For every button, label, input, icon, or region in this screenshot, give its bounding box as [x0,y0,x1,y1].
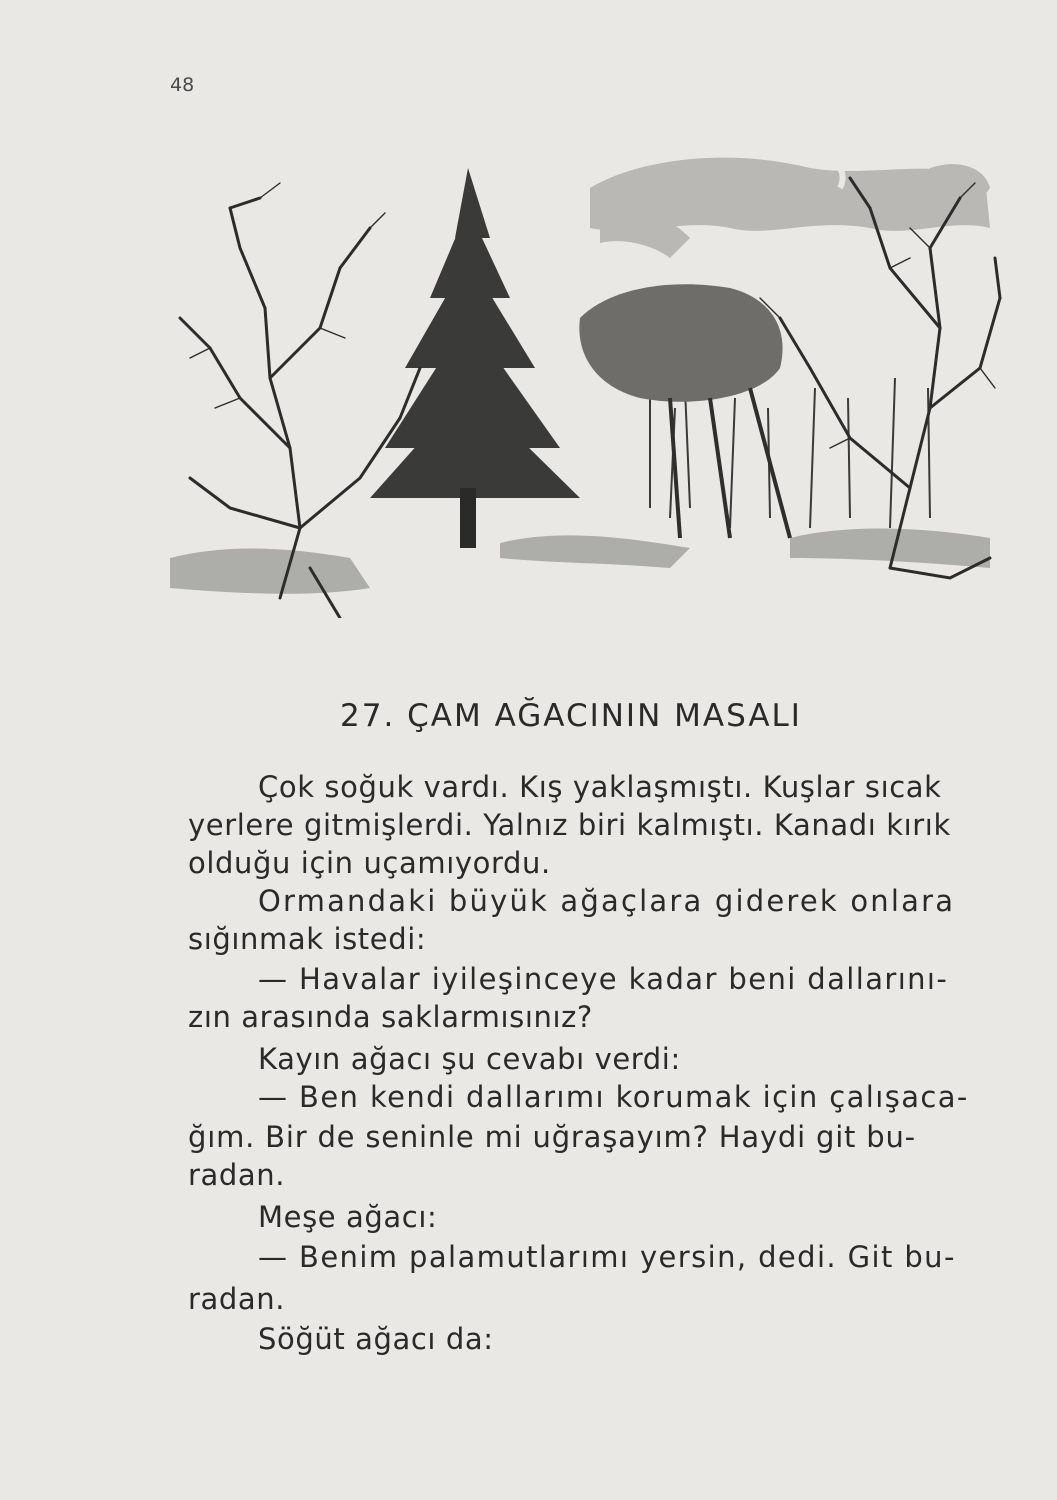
body-line: olduğu için uçamıyordu. [188,846,551,880]
body-line: — Benim palamutlarımı yersin, dedi. Git bu- [258,1240,956,1274]
body-line: Ormandaki büyük ağaçlara giderek onlara [258,884,956,918]
forest-illustration [170,148,1005,618]
body-line: — Ben kendi dallarımı korumak için çalışaca- [258,1080,969,1114]
page-number: 48 [170,74,195,96]
body-line: sığınmak istedi: [188,922,427,956]
body-line: Meşe ağacı: [258,1200,438,1234]
body-line: ğım. Bir de seninle mi uğraşayım? Haydi git bu- [188,1120,916,1154]
body-line: yerlere gitmişlerdi. Yalnız biri kalmıştı. Kanadı kırık [188,808,951,842]
body-line: zın arasında saklarmısınız? [188,1000,593,1034]
body-line: radan. [188,1158,286,1192]
body-line: Çok soğuk vardı. Kış yaklaşmıştı. Kuşlar sıcak [258,770,942,804]
body-line: Söğüt ağacı da: [258,1322,494,1356]
body-line: Kayın ağacı şu cevabı verdi: [258,1042,681,1076]
body-line: — Havalar iyileşinceye kadar beni dallarını- [258,962,949,996]
body-line: radan. [188,1282,286,1316]
chapter-title: 27. ÇAM AĞACININ MASALI [340,698,802,734]
